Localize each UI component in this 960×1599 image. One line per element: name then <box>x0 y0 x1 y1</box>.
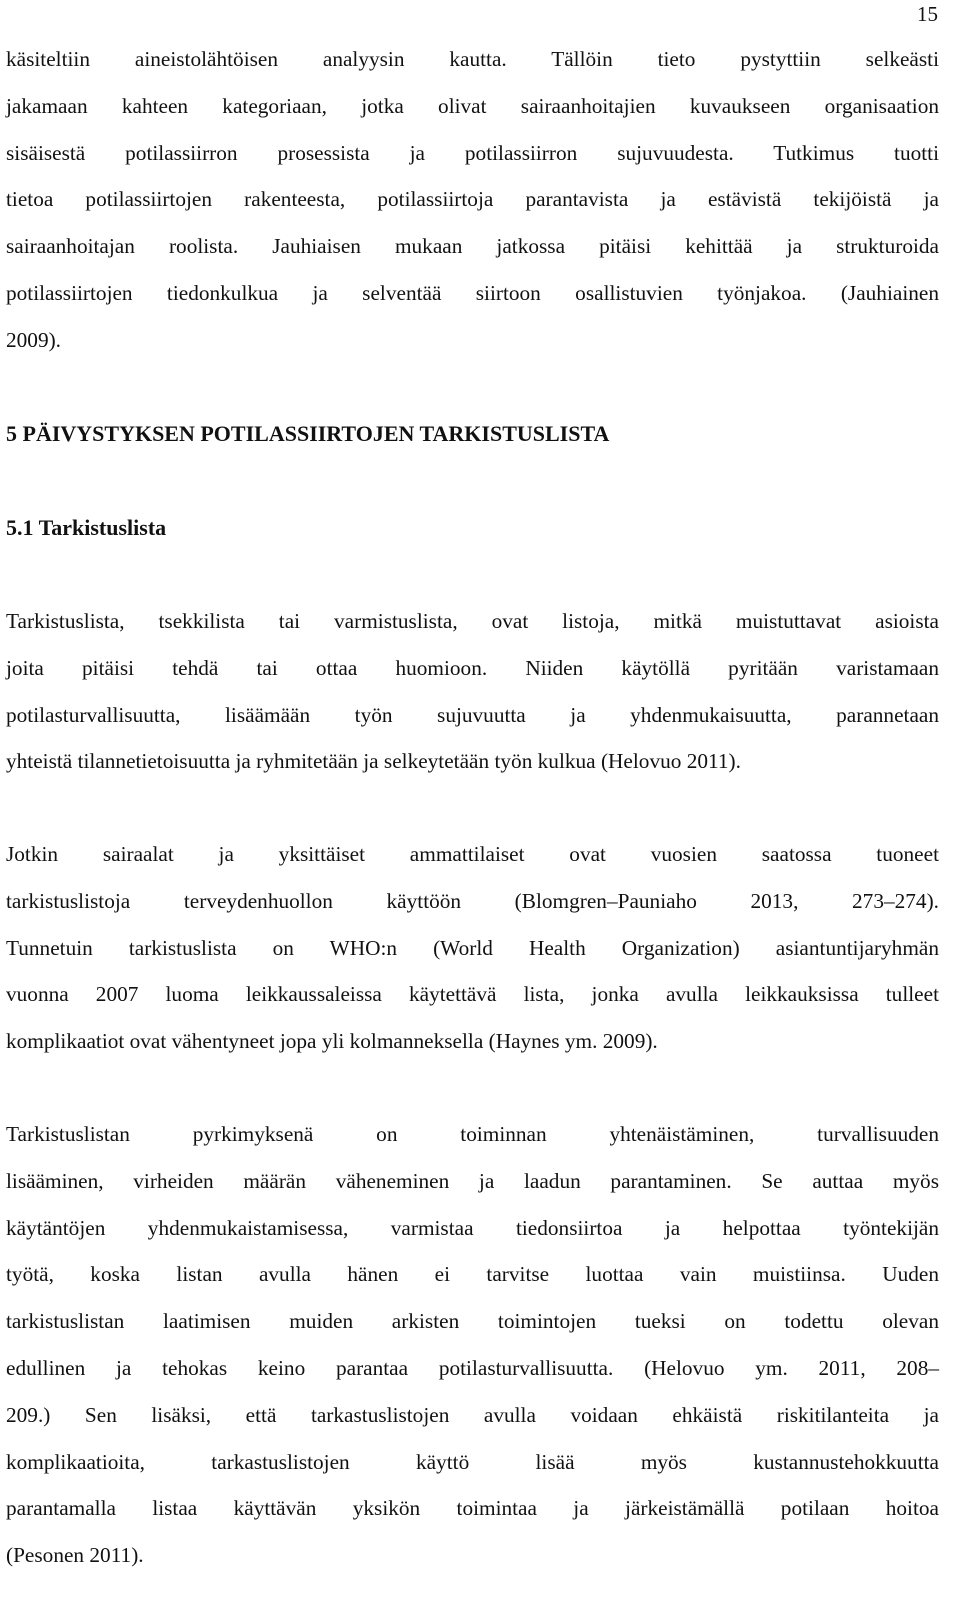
text-line: tarkistuslistan laatimisen muiden arkisten toimintojen tueksi on todettu olevan <box>6 1309 939 1334</box>
text-line: lisääminen, virheiden määrän väheneminen ja laadun parantaminen. Se auttaa myös <box>6 1168 939 1193</box>
text-line: 2009). <box>6 327 62 352</box>
text-line: yhteistä tilannetietoisuutta ja ryhmitetään ja selkeytetään työn kulkua (Helovuo 2011). <box>6 749 741 774</box>
text-line: vuonna 2007 luoma leikkaussaleissa käytettävä lista, jonka avulla leikkauksissa tulleet <box>6 982 939 1007</box>
paragraph-1 <box>6 36 939 364</box>
text-line: Tunnetuin tarkistuslista on WHO:n (World Health Organization) asiantuntijaryhmän <box>6 935 939 960</box>
paragraph-2 <box>6 598 939 785</box>
text-line: Tarkistuslista, tsekkilista tai varmistuslista, ovat listoja, mitkä muistuttavat asioista <box>6 609 939 633</box>
text-line: komplikaatiot ovat vähentyneet jopa yli kolmanneksella (Haynes ym. 2009). <box>6 1029 658 1054</box>
text-line: sisäisestä potilassiirron prosessista ja potilassiirron sujuvuudesta. Tutkimus tuotti <box>6 140 939 165</box>
text-line: työtä, koska listan avulla hänen ei tarvitse luottaa vain muistiinsa. Uuden <box>6 1262 939 1287</box>
text-line: Jotkin sairaalat ja yksittäiset ammattilaiset ovat vuosien saatossa tuoneet <box>6 842 939 866</box>
paragraph-4 <box>6 1111 939 1579</box>
text-line: tarkistuslistoja terveydenhuollon käyttöön (Blomgren–Pauniaho 2013, 273–274). <box>6 888 939 913</box>
text-line: käsiteltiin aineistolähtöisen analyysin kautta. Tällöin tieto pystyttiin selkeästi <box>6 47 939 71</box>
text-line: Tarkistuslistan pyrkimyksenä on toiminnan yhtenäistäminen, turvallisuuden <box>6 1122 939 1146</box>
section-heading: 5.1 Tarkistuslista <box>6 515 167 540</box>
text-line: sairaanhoitajan roolista. Jauhiaisen mukaan jatkossa pitäisi kehittää ja strukturoida <box>6 234 939 259</box>
text-line: joita pitäisi tehdä tai ottaa huomioon. Niiden käytöllä pyritään varistamaan <box>6 655 939 680</box>
text-line: käytäntöjen yhdenmukaistamisessa, varmistaa tiedonsiirtoa ja helpottaa työntekijän <box>6 1215 939 1240</box>
chapter-heading: 5 PÄIVYSTYKSEN POTILASSIIRTOJEN TARKISTUSLISTA <box>6 421 610 446</box>
text-line: tietoa potilassiirtojen rakenteesta, potilassiirtoja parantavista ja estävistä tekijöistä ja <box>6 187 939 212</box>
text-line: potilassiirtojen tiedonkulkua ja selventää siirtoon osallistuvien työnjakoa. (Jauhiainen <box>6 280 939 305</box>
text-line: potilasturvallisuutta, lisäämään työn sujuvuutta ja yhdenmukaisuutta, parannetaan <box>6 702 939 727</box>
text-line: komplikaatioita, tarkastuslistojen käyttö lisää myös kustannustehokkuutta <box>6 1449 939 1474</box>
text-line: jakamaan kahteen kategoriaan, jotka olivat sairaanhoitajien kuvaukseen organisaation <box>6 93 939 118</box>
text-line: 209.) Sen lisäksi, että tarkastuslistojen avulla voidaan ehkäistä riskitilanteita ja <box>6 1402 939 1427</box>
text-line: parantamalla listaa käyttävän yksikön toimintaa ja järkeistämällä potilaan hoitoa <box>6 1496 939 1521</box>
page-number: 15 <box>917 2 938 26</box>
text-line: edullinen ja tehokas keino parantaa potilasturvallisuutta. (Helovuo ym. 2011, 208– <box>6 1355 939 1380</box>
text-line: (Pesonen 2011). <box>6 1543 144 1568</box>
paragraph-3 <box>6 831 939 1065</box>
